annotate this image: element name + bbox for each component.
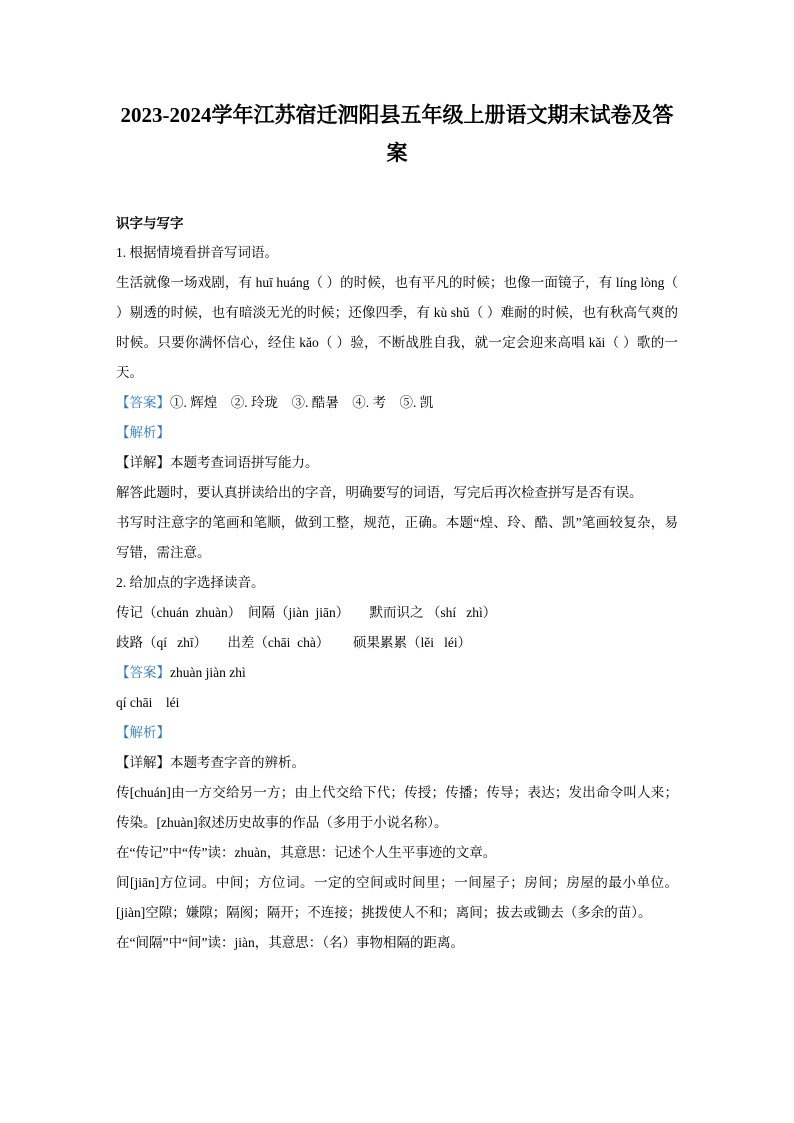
question-2-options-line: 歧路（qí zhī） 出差（chāi chà） 硕果累累（lěi léi） (116, 635, 472, 650)
question-1-detail-lead (116, 448, 678, 478)
question-2-detail-paragraph: 在“间隔”中“间”读：jiàn，其意思：（名）事物相隔的距离。 (116, 935, 464, 950)
analysis-label: 【解析】 (116, 725, 170, 740)
question-1-passage: 生活就像一场戏剧，有 huī huáng（ ）的时候，也有平凡的时候；也像一面镜子，有 líng lòng（ ）剔透的时候，也有暗淡无光的时候；还像四季，有 kù shǔ（ ）难耐的时候，也有秋高气爽的时候。只要你满怀信心，经住 kǎo（ ）验，不断战胜自我，就一定会迎来高唱 kǎi（ ）歌的一天。 (116, 275, 678, 380)
answer-label: 【答案】 (116, 395, 170, 410)
detail-lead-text: 本题考查词语拼写能力。 (170, 455, 319, 470)
question-1-analysis-label (116, 418, 678, 448)
answer-items: ①. 辉煌 ②. 玲珑 ③. 酷暑 ④. 考 ⑤. 凯 (170, 395, 434, 410)
question-1-detail-paragraph: 解答此题时，要认真拼读给出的字音，明确要写的词语，写完后再次检查拼写是否有误。 (116, 485, 643, 500)
question-2-detail-lead (116, 748, 678, 778)
detail-label: 【详解】 (116, 755, 170, 770)
detail-label: 【详解】 (116, 455, 170, 470)
question-1-answer (116, 388, 678, 418)
question-1-detail-paragraph: 书写时注意字的笔画和笔顺，做到工整，规范，正确。本题“煌、玲、酷、凯”笔画较复杂，易写错，需注意。 (116, 515, 678, 560)
question-2-detail-paragraph: 传[chuán]由一方交给另一方；由上代交给下代；传授；传播；传导；表达；发出命令叫人来；传染。[zhuàn]叙述历史故事的作品（多用于小说名称）。 (116, 785, 678, 830)
page-title: 2023-2024学年江苏宿迁泗阳县五年级上册语文期末试卷及答案 (120, 103, 674, 165)
answer-items: zhuàn jiàn zhì (170, 665, 246, 680)
question-2-options-line: 传记（chuán zhuàn） 间隔（jiàn jiān） 默而识之 （shí zhì） (116, 605, 497, 620)
section-heading: 识字与写字 (116, 216, 184, 231)
question-2-detail-paragraph: 间[jiān]方位词。中间；方位词。一定的空间或时间里；一间屋子；房间；房屋的最小单位。[jiàn]空隙；嫌隙；隔阂；隔开；不连接；挑拨使人不和；离间；拔去或锄去（多余的苗）。 (116, 875, 678, 920)
question-2-answer-continued: qí chāi léi (116, 695, 180, 710)
question-2-answer (116, 658, 678, 688)
question-2-detail-paragraph: 在“传记”中“传”读：zhuàn，其意思：记述个人生平事迹的文章。 (116, 845, 497, 860)
question-2-analysis-label (116, 718, 678, 748)
question-1-prompt: 1. 根据情境看拼音写词语。 (116, 245, 278, 260)
analysis-label: 【解析】 (116, 425, 170, 440)
question-2-prompt: 2. 给加点的字选择读音。 (116, 575, 265, 590)
detail-lead-text: 本题考查字音的辨析。 (170, 755, 305, 770)
answer-label: 【答案】 (116, 665, 170, 680)
